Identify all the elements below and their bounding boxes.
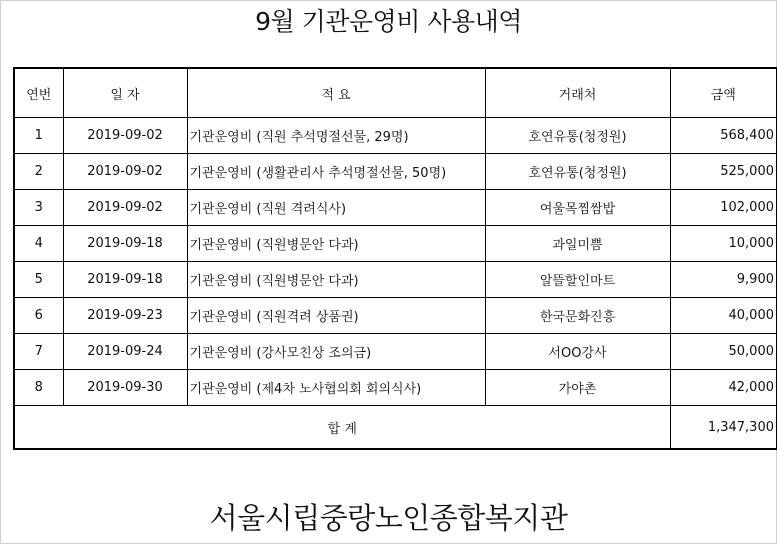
row-date: 2019-09-18: [63, 226, 187, 262]
row-vendor: 과일미쁨: [485, 226, 670, 262]
header-desc: 적 요: [187, 68, 485, 118]
row-amount: 42,000: [670, 370, 777, 406]
row-vendor: 여울목찜쌈밥: [485, 190, 670, 226]
expense-table: [13, 67, 777, 450]
row-description: 기관운영비 (제4차 노사협의회 회의식사): [187, 370, 485, 406]
row-no: 7: [14, 334, 63, 370]
row-date: 2019-09-23: [63, 298, 187, 334]
row-vendor: 호연유통(청정원): [485, 118, 670, 154]
row-date: 2019-09-18: [63, 262, 187, 298]
row-vendor: 한국문화진흥: [485, 298, 670, 334]
row-date: 2019-09-30: [63, 370, 187, 406]
table-row: [14, 370, 777, 406]
row-description: 기관운영비 (강사모친상 조의금): [187, 334, 485, 370]
row-no: 1: [14, 118, 63, 154]
row-vendor: 알뜰할인마트: [485, 262, 670, 298]
row-no: 2: [14, 154, 63, 190]
row-no: 3: [14, 190, 63, 226]
table-row: [14, 190, 777, 226]
table-body: [14, 118, 777, 450]
organization-name: 서울시립중랑노인종합복지관: [209, 501, 568, 535]
row-description: 기관운영비 (직원병문안 다과): [187, 262, 485, 298]
row-description: 기관운영비 (직원 격려식사): [187, 190, 485, 226]
row-description: 기관운영비 (직원병문안 다과): [187, 226, 485, 262]
row-date: 2019-09-24: [63, 334, 187, 370]
row-vendor: 가야촌: [485, 370, 670, 406]
table-row: [14, 226, 777, 262]
row-description: 기관운영비 (생활관리사 추석명절선물, 50명): [187, 154, 485, 190]
row-amount: 50,000: [670, 334, 777, 370]
table-row: [14, 262, 777, 298]
total-label: 합 계: [14, 406, 670, 450]
header-row: [14, 68, 777, 118]
row-vendor: 호연유통(청정원): [485, 154, 670, 190]
row-amount: 525,000: [670, 154, 777, 190]
row-amount: 40,000: [670, 298, 777, 334]
total-row: [14, 406, 777, 450]
row-amount: 568,400: [670, 118, 777, 154]
row-date: 2019-09-02: [63, 118, 187, 154]
row-description: 기관운영비 (직원격려 상품권): [187, 298, 485, 334]
total-amount: 1,347,300: [670, 406, 777, 450]
row-amount: 102,000: [670, 190, 777, 226]
header-vendor: 거래처: [485, 68, 670, 118]
table-row: [14, 334, 777, 370]
table-row: [14, 298, 777, 334]
table-header: [14, 68, 777, 118]
header-amount: 금액: [670, 68, 777, 118]
header-date: 일 자: [63, 68, 187, 118]
row-description: 기관운영비 (직원 추석명절선물, 29명): [187, 118, 485, 154]
row-no: 8: [14, 370, 63, 406]
table-row: [14, 154, 777, 190]
row-amount: 10,000: [670, 226, 777, 262]
row-vendor: 서OO강사: [485, 334, 670, 370]
row-no: 5: [14, 262, 63, 298]
row-date: 2019-09-02: [63, 190, 187, 226]
row-no: 6: [14, 298, 63, 334]
document-title: 9월 기관운영비 사용내역: [255, 7, 522, 36]
table-row: [14, 118, 777, 154]
row-no: 4: [14, 226, 63, 262]
header-no: 연번: [14, 68, 63, 118]
row-amount: 9,900: [670, 262, 777, 298]
row-date: 2019-09-02: [63, 154, 187, 190]
